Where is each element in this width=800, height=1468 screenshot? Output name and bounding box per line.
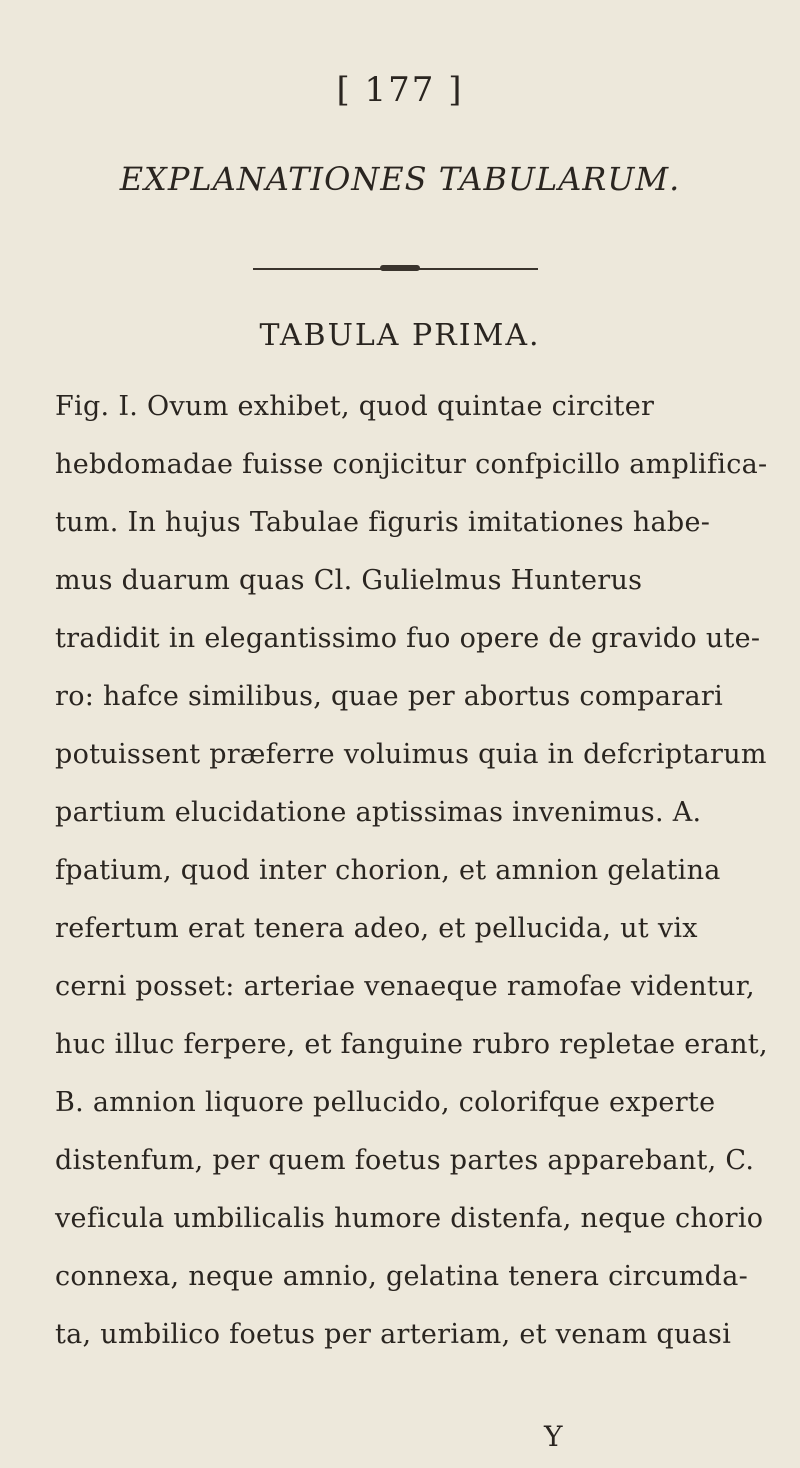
text-line: partium elucidatione aptissimas invenimus. A. bbox=[55, 797, 702, 828]
body-text bbox=[55, 378, 770, 1364]
text-line: tradidit in elegantissimo fuo opere de gravido ute- bbox=[55, 623, 761, 654]
divider-ornament bbox=[380, 265, 420, 271]
text-line: veficula umbilicalis humore distenfa, neque chorio bbox=[55, 1203, 764, 1234]
text-line: cerni posset: arteriae venaeque ramofae videntur, bbox=[55, 971, 755, 1002]
text-line: huc illuc ferpere, et fanguine rubro repletae erant, bbox=[55, 1029, 768, 1060]
page-number: [ 177 ] bbox=[336, 70, 464, 110]
text-line: mus duarum quas Cl. Gulielmus Hunterus bbox=[55, 565, 643, 596]
catchword: Y bbox=[544, 1420, 563, 1453]
text-line: refertum erat tenera adeo, et pellucida, ut vix bbox=[55, 913, 698, 944]
text-line: potuissent præferre voluimus quia in defcriptarum bbox=[55, 739, 767, 770]
text-line: B. amnion liquore pellucido, colorifque experte bbox=[55, 1087, 716, 1118]
text-line: ro: hafce similibus, quae per abortus comparari bbox=[55, 681, 724, 712]
text-line: tum. In hujus Tabulae figuris imitationes habe- bbox=[55, 507, 711, 538]
text-line: Fig. I. Ovum exhibet, quod quintae circiter bbox=[55, 391, 655, 422]
text-line: distenfum, per quem foetus partes apparebant, C. bbox=[55, 1145, 755, 1176]
text-line: fpatium, quod inter chorion, et amnion gelatina bbox=[55, 855, 721, 886]
section-heading: TABULA PRIMA. bbox=[259, 318, 541, 353]
text-line: connexa, neque amnio, gelatina tenera circumda- bbox=[55, 1261, 749, 1292]
text-line: hebdomadae fuisse conjicitur confpicillo amplifica- bbox=[55, 449, 768, 480]
running-title: EXPLANATIONES TABULARUM. bbox=[119, 160, 681, 198]
text-line: ta, umbilico foetus per arteriam, et venam quasi bbox=[55, 1319, 732, 1350]
